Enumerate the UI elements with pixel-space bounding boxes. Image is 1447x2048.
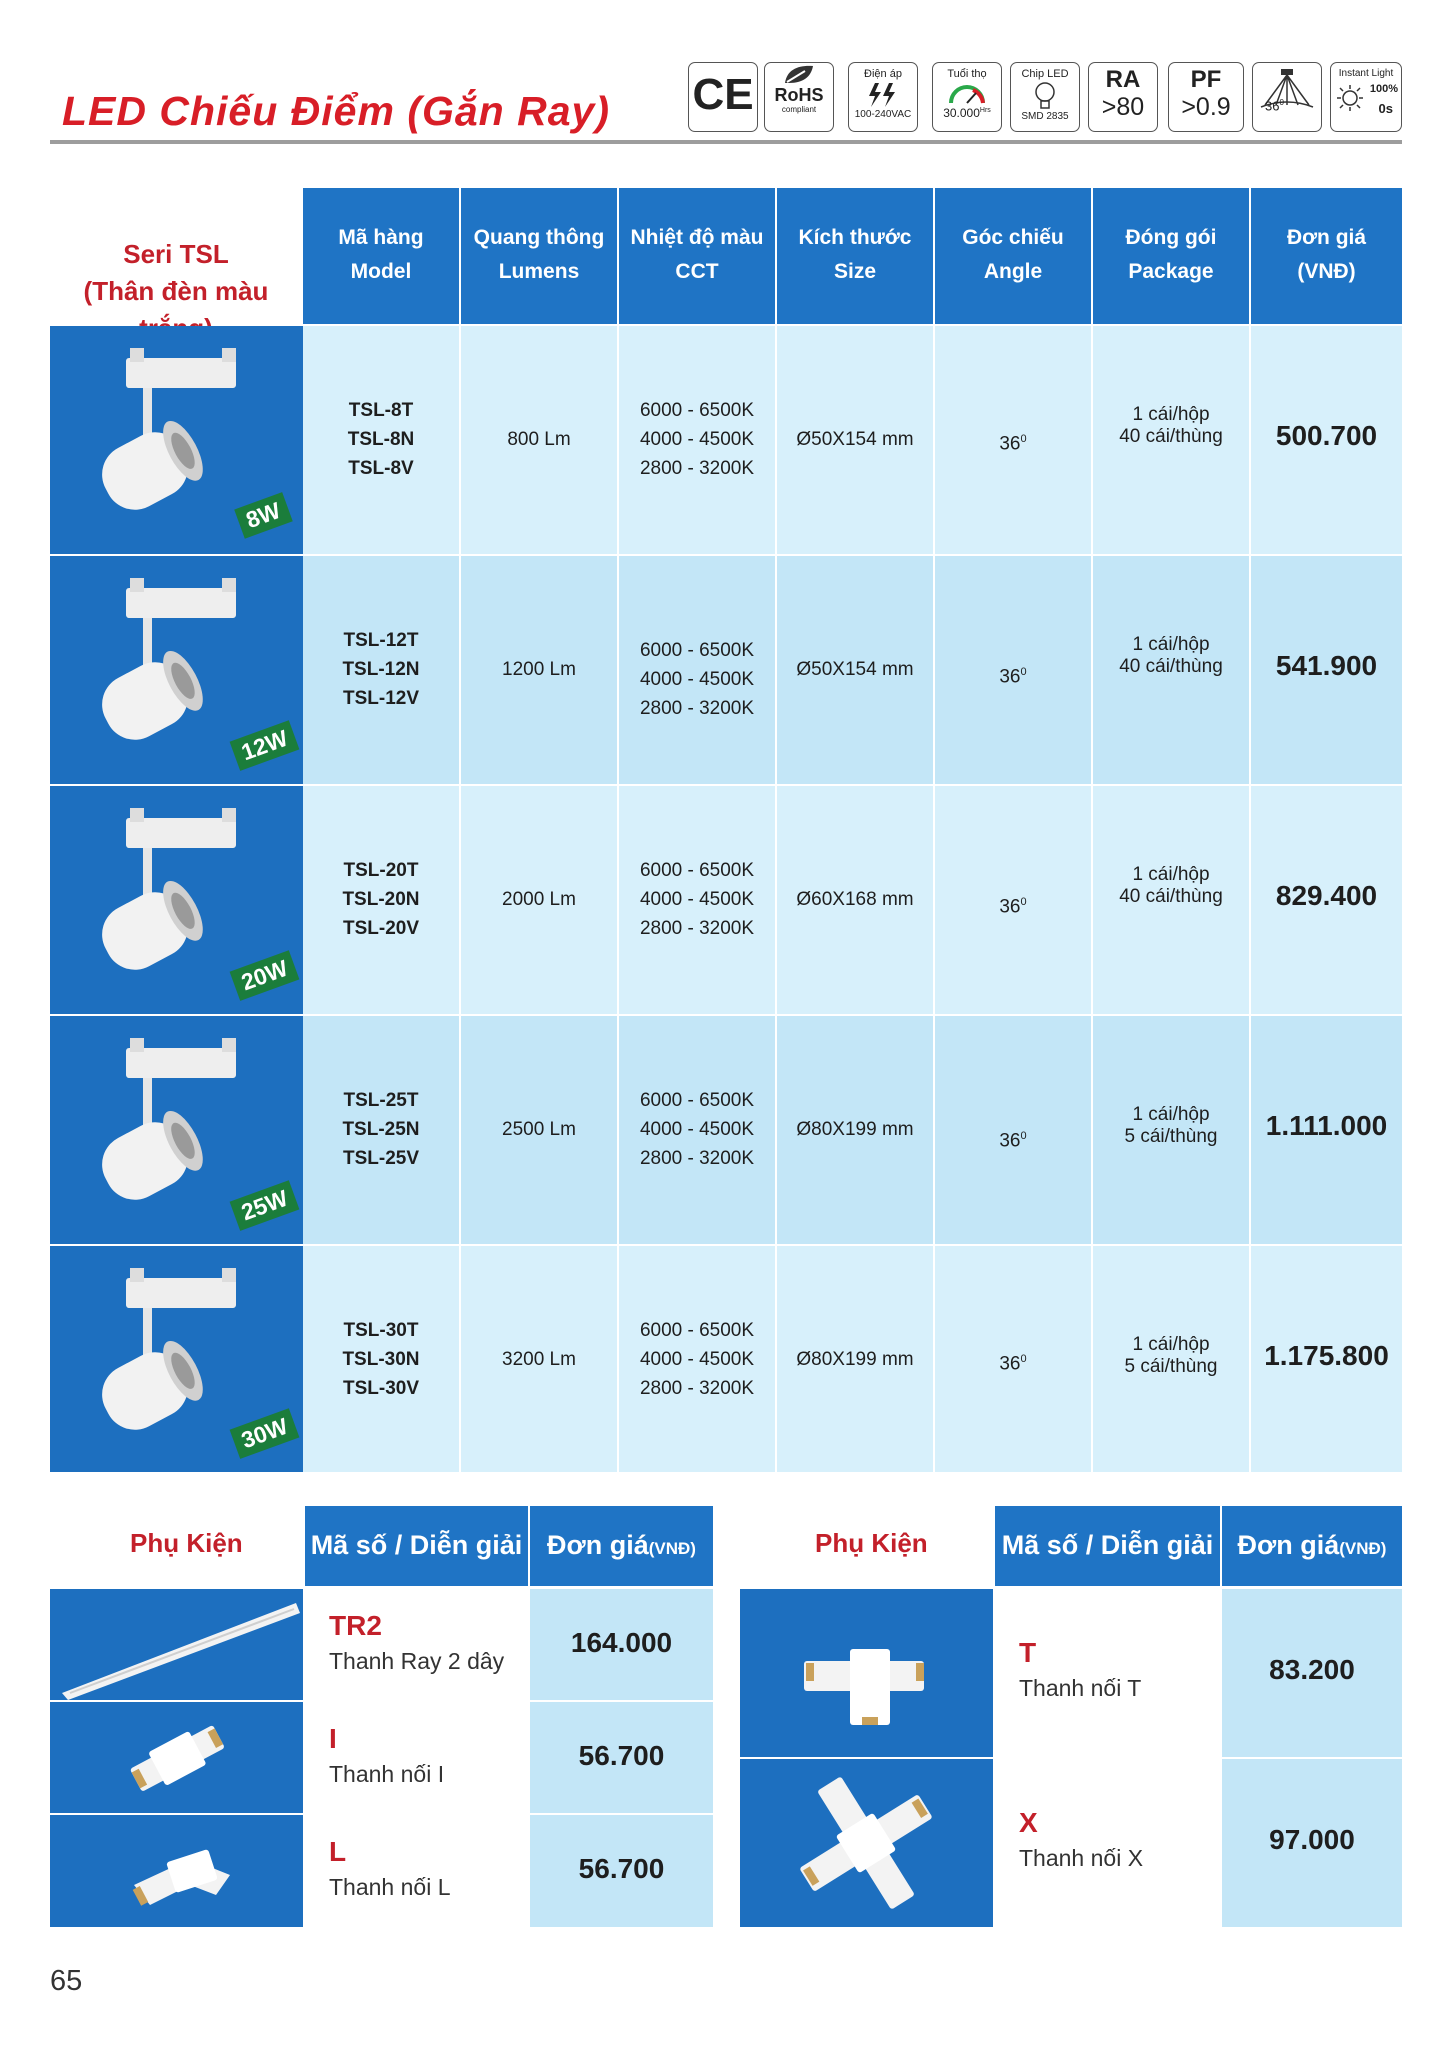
accessory-name: Thanh nối X xyxy=(1019,1845,1144,1871)
grid-line xyxy=(459,188,461,1472)
ra-badge: RA >80 xyxy=(1088,62,1158,132)
t-connector-image xyxy=(740,1589,993,1757)
header-model: Mã hàng Model xyxy=(303,188,459,324)
accessory-code: TR2 xyxy=(329,1610,382,1641)
grid-line xyxy=(775,188,777,1472)
accessory-code: I xyxy=(329,1723,337,1754)
accessories-label: Phụ Kiện xyxy=(130,1528,243,1558)
lumens-value: 1200 Lm xyxy=(502,659,576,680)
accessory-price: 164.000 xyxy=(570,1627,673,1658)
price-value: 1.175.800 xyxy=(1264,1340,1389,1371)
accessory-code: L xyxy=(329,1836,347,1867)
x-connector-image xyxy=(740,1759,993,1927)
accessory-image-cell xyxy=(50,1702,303,1813)
package-value: 1 cái/hộp 40 cái/thùng xyxy=(1119,404,1223,447)
list-item xyxy=(305,1702,528,1813)
voltage-badge: Điện áp 100-240VAC xyxy=(848,62,918,132)
sun-icon xyxy=(1335,83,1365,113)
list-item xyxy=(995,1589,1220,1757)
grid-line xyxy=(50,1014,1402,1016)
angle-value: $36^0$ xyxy=(999,666,1027,688)
wattage-badge: 30W xyxy=(230,1408,300,1459)
model-codes: TSL-25T TSL-25N TSL-25V xyxy=(342,1090,420,1169)
grid-line xyxy=(50,784,1402,786)
angle-value: $36^0$ xyxy=(999,1353,1027,1375)
package-value: 1 cái/hộp 5 cái/thùng xyxy=(1124,1334,1218,1377)
series-name: Seri TSL xyxy=(123,239,229,269)
page-number: 65 xyxy=(50,1965,83,1997)
list-item xyxy=(305,1589,528,1700)
rohs-badge: RoHS compliant xyxy=(764,62,834,132)
instant-light-badge: Instant Light 100% 0s xyxy=(1330,62,1402,132)
gauge-icon xyxy=(946,81,988,105)
series-description: (Thân đèn màu xyxy=(83,276,269,306)
page-title: LED Chiếu Điểm (Gắn Ray) xyxy=(62,88,610,134)
size-value: Ø50X154 mm xyxy=(796,429,914,450)
header-lumens: Quang thông Lumens xyxy=(461,188,617,324)
beam-angle-badge: $36^0$ xyxy=(1252,62,1322,132)
cct-values: 6000 - 6500K 4000 - 4500K 2800 - 3200K xyxy=(639,860,755,939)
header-cct: Nhiệt độ màu CCT xyxy=(619,188,775,324)
price-value: 1.111.000 xyxy=(1265,1110,1388,1141)
cct-values: 6000 - 6500K 4000 - 4500K 2800 - 3200K xyxy=(639,1090,755,1169)
pf-badge: PF >0.9 xyxy=(1168,62,1244,132)
header-accessory-price: Đơn giá(VNĐ) xyxy=(1222,1506,1402,1586)
ce-mark-badge: CE xyxy=(688,62,758,132)
package-value: 1 cái/hộp 40 cái/thùng xyxy=(1119,634,1223,677)
grid-line xyxy=(1249,188,1251,1472)
grid-line xyxy=(50,1244,1402,1246)
angle-value: $36^0$ xyxy=(999,896,1027,918)
model-codes: TSL-8T TSL-8N TSL-8V xyxy=(347,400,415,479)
wattage-badge: 12W xyxy=(230,720,300,771)
list-item xyxy=(995,1759,1220,1927)
header-package: Đóng gói Package xyxy=(1093,188,1249,324)
cct-values: 6000 - 6500K 4000 - 4500K 2800 - 3200K xyxy=(639,1320,755,1399)
grid-line xyxy=(50,554,1402,556)
accessory-price: 83.200 xyxy=(1269,1654,1355,1685)
angle-value: $36^0$ xyxy=(999,433,1027,455)
accessory-code: T xyxy=(1019,1637,1037,1668)
lumens-value: 2000 Lm xyxy=(502,889,576,910)
header-accessory-code: Mã số / Diễn giải xyxy=(305,1506,528,1586)
accessory-image-cell xyxy=(50,1589,303,1700)
grid-line xyxy=(933,188,935,1472)
lifetime-badge: Tuổi thọ $30.000^{Hrs}$ xyxy=(932,62,1002,132)
accessory-image-cell xyxy=(740,1759,993,1927)
package-value: 1 cái/hộp 40 cái/thùng xyxy=(1119,864,1223,907)
header-accessory-price: Đơn giá(VNĐ) xyxy=(530,1506,713,1586)
header-angle: Góc chiếu Angle xyxy=(935,188,1091,324)
accessory-price: 97.000 xyxy=(1269,1824,1355,1855)
l-connector-image xyxy=(50,1815,303,1927)
size-value: Ø80X199 mm xyxy=(796,1119,914,1140)
cct-values: 6000 - 6500K 4000 - 4500K 2800 - 3200K xyxy=(639,400,755,479)
price-value: 500.700 xyxy=(1275,420,1378,451)
lumens-value: 3200 Lm xyxy=(502,1349,576,1370)
accessory-price: 56.700 xyxy=(578,1853,665,1884)
accessories-label: Phụ Kiện xyxy=(815,1528,928,1558)
grid-line xyxy=(1091,188,1093,1472)
title-divider xyxy=(50,140,1402,144)
wattage-badge: 8W xyxy=(234,492,292,538)
accessory-name: Thanh nối I xyxy=(329,1761,445,1787)
leaf-icon xyxy=(781,63,817,85)
angle-value: $36^0$ xyxy=(999,1130,1027,1152)
model-codes: TSL-30T TSL-30N TSL-30V xyxy=(342,1320,420,1399)
lumens-value: 800 Lm xyxy=(507,429,571,450)
model-codes: TSL-12T TSL-12N TSL-12V xyxy=(342,630,420,709)
accessory-price: 56.700 xyxy=(578,1740,665,1771)
accessory-name: Thanh nối L xyxy=(329,1874,451,1900)
bulb-icon xyxy=(1033,81,1057,111)
header-price: Đơn giá (VNĐ) xyxy=(1251,188,1402,324)
wattage-badge: 25W xyxy=(230,1180,300,1231)
price-value: 541.900 xyxy=(1275,650,1378,681)
accessory-code: X xyxy=(1019,1807,1038,1838)
model-codes: TSL-20T TSL-20N TSL-20V xyxy=(342,860,420,939)
wattage-badge: 20W xyxy=(230,950,300,1001)
grid-line xyxy=(617,188,619,1472)
package-value: 1 cái/hộp 5 cái/thùng xyxy=(1124,1104,1218,1147)
lumens-value: 2500 Lm xyxy=(502,1119,576,1140)
price-value: 829.400 xyxy=(1275,880,1378,911)
chip-led-badge: Chip LED SMD 2835 xyxy=(1010,62,1080,132)
accessory-image-cell xyxy=(50,1815,303,1927)
track-rail-image xyxy=(50,1589,303,1700)
size-value: Ø80X199 mm xyxy=(796,1349,914,1370)
list-item xyxy=(305,1815,528,1927)
accessory-image-cell xyxy=(740,1589,993,1757)
accessory-name: Thanh nối T xyxy=(1019,1675,1142,1701)
i-connector-image xyxy=(50,1702,303,1813)
cct-values: 6000 - 6500K 4000 - 4500K 2800 - 3200K xyxy=(639,640,755,719)
accessory-name: Thanh Ray 2 dây xyxy=(329,1648,505,1674)
lightning-icon xyxy=(865,81,901,109)
header-size: Kích thước Size xyxy=(777,188,933,324)
size-value: Ø50X154 mm xyxy=(796,659,914,680)
header-accessory-code: Mã số / Diễn giải xyxy=(995,1506,1220,1586)
size-value: Ø60X168 mm xyxy=(796,889,914,910)
